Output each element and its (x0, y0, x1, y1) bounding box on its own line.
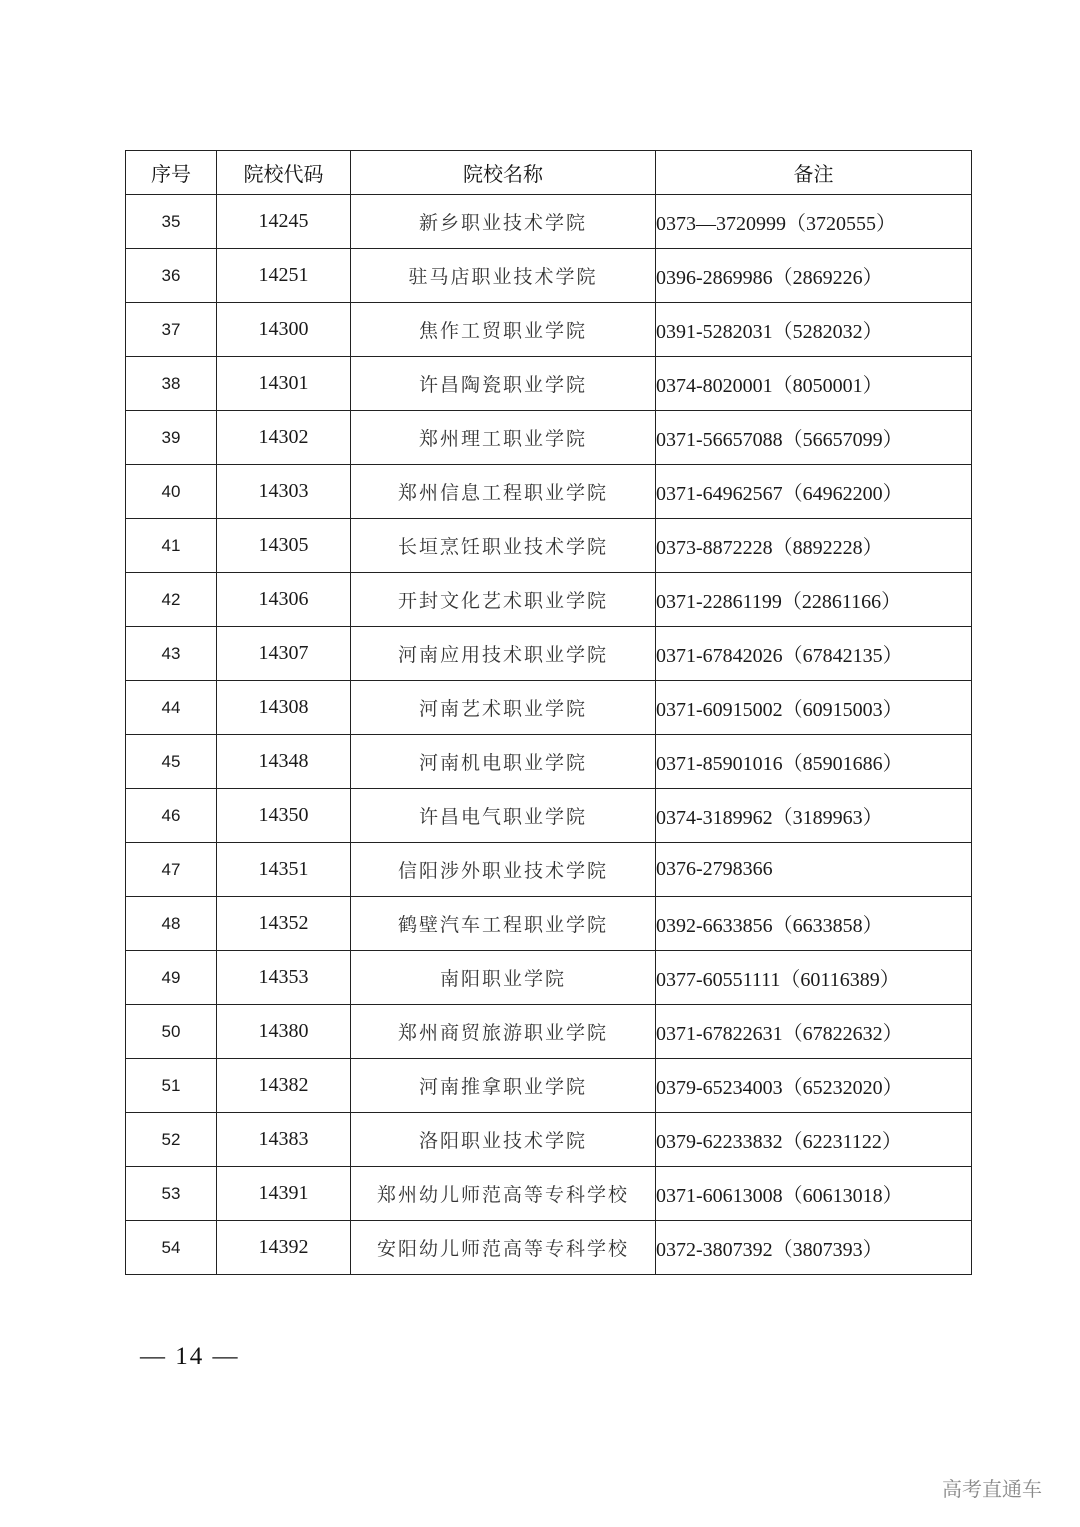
table-row (126, 573, 972, 627)
cell-seq: 42 (126, 573, 217, 627)
cell-name: 许昌陶瓷职业学院 (351, 357, 656, 411)
cell-note: 0374-3189962（3189963） (656, 789, 972, 843)
cell-name: 郑州幼儿师范高等专科学校 (351, 1167, 656, 1221)
cell-code: 14350 (217, 789, 351, 843)
table-row (126, 681, 972, 735)
table-row (126, 897, 972, 951)
table-row (126, 465, 972, 519)
cell-note: 0371-56657088（56657099） (656, 411, 972, 465)
cell-name: 郑州商贸旅游职业学院 (351, 1005, 656, 1059)
cell-code: 14300 (217, 303, 351, 357)
cell-note: 0371-64962567（64962200） (656, 465, 972, 519)
table-row (126, 1167, 972, 1221)
cell-name: 河南推拿职业学院 (351, 1059, 656, 1113)
table-row (126, 1221, 972, 1275)
table-row (126, 195, 972, 249)
cell-name: 新乡职业技术学院 (351, 195, 656, 249)
table-row (126, 1005, 972, 1059)
cell-note: 0374-8020001（8050001） (656, 357, 972, 411)
cell-note: 0379-65234003（65232020） (656, 1059, 972, 1113)
table-row (126, 303, 972, 357)
cell-seq: 37 (126, 303, 217, 357)
cell-code: 14308 (217, 681, 351, 735)
table-header (126, 151, 972, 195)
cell-seq: 50 (126, 1005, 217, 1059)
table-row (126, 627, 972, 681)
table-row (126, 789, 972, 843)
cell-seq: 48 (126, 897, 217, 951)
cell-code: 14306 (217, 573, 351, 627)
table-body (126, 195, 972, 1275)
cell-code: 14352 (217, 897, 351, 951)
cell-name: 安阳幼儿师范高等专科学校 (351, 1221, 656, 1275)
table-row (126, 951, 972, 1005)
cell-note: 0371-60613008（60613018） (656, 1167, 972, 1221)
cell-code: 14348 (217, 735, 351, 789)
cell-seq: 39 (126, 411, 217, 465)
cell-note: 0372-3807392（3807393） (656, 1221, 972, 1275)
cell-name: 许昌电气职业学院 (351, 789, 656, 843)
cell-code: 14305 (217, 519, 351, 573)
cell-name: 洛阳职业技术学院 (351, 1113, 656, 1167)
cell-seq: 36 (126, 249, 217, 303)
table-row (126, 1113, 972, 1167)
cell-name: 开封文化艺术职业学院 (351, 573, 656, 627)
cell-name: 郑州信息工程职业学院 (351, 465, 656, 519)
cell-code: 14303 (217, 465, 351, 519)
cell-seq: 49 (126, 951, 217, 1005)
cell-seq: 47 (126, 843, 217, 897)
cell-name: 焦作工贸职业学院 (351, 303, 656, 357)
cell-note: 0379-62233832（62231122） (656, 1113, 972, 1167)
watermark-text: 高考直通车 (942, 1477, 1042, 1501)
cell-code: 14301 (217, 357, 351, 411)
cell-name: 鹤壁汽车工程职业学院 (351, 897, 656, 951)
table-row (126, 843, 972, 897)
cell-note: 0392-6633856（6633858） (656, 897, 972, 951)
cell-code: 14392 (217, 1221, 351, 1275)
cell-code: 14251 (217, 249, 351, 303)
cell-name: 郑州理工职业学院 (351, 411, 656, 465)
cell-name: 驻马店职业技术学院 (351, 249, 656, 303)
cell-name: 长垣烹饪职业技术学院 (351, 519, 656, 573)
cell-code: 14245 (217, 195, 351, 249)
header-code: 院校代码 (217, 151, 351, 195)
cell-code: 14380 (217, 1005, 351, 1059)
header-seq: 序号 (126, 151, 217, 195)
cell-note: 0391-5282031（5282032） (656, 303, 972, 357)
cell-name: 河南艺术职业学院 (351, 681, 656, 735)
cell-name: 河南应用技术职业学院 (351, 627, 656, 681)
table-row (126, 411, 972, 465)
cell-seq: 46 (126, 789, 217, 843)
cell-note: 0371-67822631（67822632） (656, 1005, 972, 1059)
cell-seq: 54 (126, 1221, 217, 1275)
header-name: 院校名称 (351, 151, 656, 195)
cell-seq: 38 (126, 357, 217, 411)
cell-code: 14307 (217, 627, 351, 681)
cell-seq: 40 (126, 465, 217, 519)
cell-code: 14382 (217, 1059, 351, 1113)
cell-note: 0376-2798366 (656, 843, 972, 897)
cell-name: 南阳职业学院 (351, 951, 656, 1005)
cell-code: 14383 (217, 1113, 351, 1167)
cell-note: 0377-60551111（60116389） (656, 951, 972, 1005)
cell-note: 0371-67842026（67842135） (656, 627, 972, 681)
table-row (126, 735, 972, 789)
cell-note: 0396-2869986（2869226） (656, 249, 972, 303)
cell-note: 0373—3720999（3720555） (656, 195, 972, 249)
cell-seq: 43 (126, 627, 217, 681)
table-row (126, 519, 972, 573)
page-number: — 14 — (140, 1343, 240, 1370)
cell-seq: 53 (126, 1167, 217, 1221)
table-row (126, 357, 972, 411)
cell-note: 0371-85901016（85901686） (656, 735, 972, 789)
colleges-table (125, 150, 972, 1275)
cell-name: 信阳涉外职业技术学院 (351, 843, 656, 897)
cell-code: 14391 (217, 1167, 351, 1221)
header-note: 备注 (656, 151, 972, 195)
cell-code: 14353 (217, 951, 351, 1005)
cell-seq: 52 (126, 1113, 217, 1167)
cell-seq: 45 (126, 735, 217, 789)
cell-seq: 41 (126, 519, 217, 573)
cell-seq: 51 (126, 1059, 217, 1113)
cell-seq: 35 (126, 195, 217, 249)
cell-note: 0373-8872228（8892228） (656, 519, 972, 573)
cell-code: 14351 (217, 843, 351, 897)
cell-name: 河南机电职业学院 (351, 735, 656, 789)
table-row (126, 249, 972, 303)
table-row (126, 1059, 972, 1113)
cell-note: 0371-60915002（60915003） (656, 681, 972, 735)
cell-note: 0371-22861199（22861166） (656, 573, 972, 627)
cell-code: 14302 (217, 411, 351, 465)
cell-seq: 44 (126, 681, 217, 735)
